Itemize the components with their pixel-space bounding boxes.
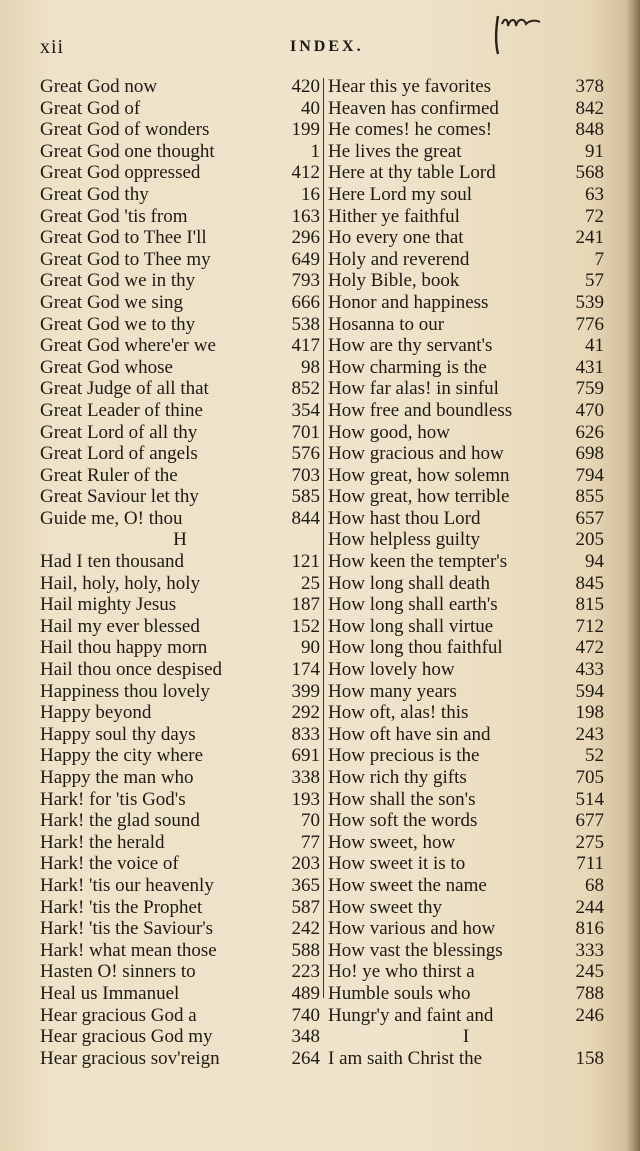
hymn-number: 588 xyxy=(291,939,320,961)
index-entry xyxy=(328,378,604,400)
index-entry xyxy=(328,1048,604,1070)
first-line-text: Happy the man who xyxy=(40,767,194,788)
first-line-text: Hail mighty Jesus xyxy=(40,594,177,616)
first-line-text: Hark! 'tis our heavenly xyxy=(40,874,214,896)
first-line-text: Great Lord of angels xyxy=(40,443,198,465)
hymn-number: 833 xyxy=(291,723,320,745)
hymn-number: 585 xyxy=(291,486,320,508)
hymn-number: 163 xyxy=(291,205,320,227)
index-entry xyxy=(328,940,604,962)
index-entry xyxy=(328,529,604,551)
index-entry xyxy=(328,314,604,336)
hymn-number: 776 xyxy=(575,313,604,335)
section-letter: H xyxy=(173,529,187,551)
hymn-number: 98 xyxy=(301,356,320,378)
first-line-text: Great God thy xyxy=(40,183,149,205)
index-entry xyxy=(40,918,320,940)
hymn-number: 845 xyxy=(575,572,604,594)
index-entry xyxy=(328,184,604,206)
index-entry xyxy=(40,637,320,659)
first-line-text: Great Judge of all that xyxy=(40,378,209,400)
index-entry xyxy=(328,249,604,271)
first-line-text: Hail thou happy morn xyxy=(40,637,208,659)
hymn-number: 348 xyxy=(291,1026,320,1048)
first-line-text: Honor and happiness xyxy=(328,291,489,313)
index-entry xyxy=(40,702,320,724)
index-entry xyxy=(328,983,604,1005)
hymn-number: 788 xyxy=(575,982,604,1004)
index-entry xyxy=(328,961,604,983)
first-line-text: How hast thou Lord xyxy=(328,507,481,529)
hymn-number: 691 xyxy=(291,745,320,767)
hymn-number: 242 xyxy=(291,918,320,940)
first-line-text: How sweet, how xyxy=(328,831,456,853)
hymn-number: 77 xyxy=(301,831,320,853)
hymn-number: 241 xyxy=(575,227,604,249)
hymn-number: 712 xyxy=(575,615,604,637)
index-entry xyxy=(328,724,604,746)
hymn-number: 25 xyxy=(301,572,320,594)
index-entry xyxy=(40,853,320,875)
hymn-number: 245 xyxy=(575,961,604,983)
first-line-text: How keen the tempter's xyxy=(328,551,508,573)
index-entry xyxy=(40,162,320,184)
first-line-text: Humble souls who xyxy=(328,982,471,1004)
index-column-right xyxy=(328,76,604,1069)
index-entry xyxy=(40,789,320,811)
column-divider xyxy=(323,78,324,998)
hymn-number: 711 xyxy=(576,853,604,875)
hymn-number: 793 xyxy=(291,270,320,292)
index-entry xyxy=(40,292,320,314)
hymn-number: 852 xyxy=(291,378,320,400)
index-entry xyxy=(328,551,604,573)
index-entry xyxy=(328,832,604,854)
hymn-number: 246 xyxy=(575,1004,604,1026)
hymn-number: 759 xyxy=(575,378,604,400)
hymn-number: 365 xyxy=(291,874,320,896)
hymn-number: 470 xyxy=(575,399,604,421)
first-line-text: Had I ten thousand xyxy=(40,551,185,573)
hymn-number: 7 xyxy=(594,248,604,270)
first-line-text: Great God to Thee I'll xyxy=(40,227,207,249)
index-entry xyxy=(328,270,604,292)
first-line-text: How far alas! in sinful xyxy=(328,378,499,400)
index-entry xyxy=(328,162,604,184)
hymn-number: 243 xyxy=(575,723,604,745)
first-line-text: Hail thou once despised xyxy=(40,659,223,681)
index-entry xyxy=(40,249,320,271)
hymn-number: 203 xyxy=(291,853,320,875)
index-entry xyxy=(40,508,320,530)
hymn-number: 296 xyxy=(291,227,320,249)
first-line-text: How rich thy gifts xyxy=(328,767,467,788)
index-entry xyxy=(328,335,604,357)
hymn-number: 649 xyxy=(291,248,320,270)
hymn-number: 489 xyxy=(291,982,320,1004)
index-entry xyxy=(40,270,320,292)
hymn-number: 842 xyxy=(575,97,604,119)
hymn-number: 72 xyxy=(585,205,604,227)
hymn-number: 193 xyxy=(291,788,320,810)
index-entry xyxy=(328,1005,604,1027)
first-line-text: Guide me, O! thou xyxy=(40,507,183,529)
hymn-number: 333 xyxy=(575,939,604,961)
index-entry xyxy=(328,206,604,228)
first-line-text: Hosanna to our xyxy=(328,313,445,335)
index-entry xyxy=(40,184,320,206)
first-line-text: How long thou faithful xyxy=(328,637,503,659)
index-entry xyxy=(328,767,604,789)
index-entry xyxy=(40,443,320,465)
index-entry xyxy=(40,1026,320,1048)
hymn-number: 626 xyxy=(575,421,604,443)
first-line-text: Great God whose xyxy=(40,356,173,378)
index-entry xyxy=(328,702,604,724)
hymn-number: 52 xyxy=(585,745,604,767)
index-entry xyxy=(328,745,604,767)
first-line-text: Hail, holy, holy, holy xyxy=(40,572,201,594)
first-line-text: Hear gracious sov'reign xyxy=(40,1047,220,1069)
first-line-text: Happy beyond xyxy=(40,702,152,724)
first-line-text: Great God where'er we xyxy=(40,335,216,357)
index-column-left xyxy=(40,76,320,1069)
first-line-text: How great, how solemn xyxy=(328,464,510,486)
hymn-number: 514 xyxy=(575,788,604,810)
hymn-number: 703 xyxy=(291,464,320,486)
index-entry xyxy=(40,98,320,120)
first-line-text: How sweet the name xyxy=(328,874,487,896)
first-line-text: Here at thy table Lord xyxy=(328,162,496,184)
hymn-number: 815 xyxy=(575,594,604,616)
hymn-number: 539 xyxy=(575,291,604,313)
hymn-number: 152 xyxy=(291,615,320,637)
first-line-text: Holy and reverend xyxy=(328,248,470,270)
index-entry xyxy=(328,637,604,659)
hymn-number: 698 xyxy=(575,443,604,465)
index-entry xyxy=(328,357,604,379)
hymn-number: 594 xyxy=(575,680,604,702)
index-entry xyxy=(40,400,320,422)
first-line-text: Heal us Immanuel xyxy=(40,982,180,1004)
index-entry xyxy=(328,573,604,595)
page-number: xii xyxy=(40,36,65,58)
first-line-text: Great God one thought xyxy=(40,140,215,162)
first-line-text: How long shall virtue xyxy=(328,615,494,637)
hymn-number: 41 xyxy=(585,335,604,357)
hymn-number: 90 xyxy=(301,637,320,659)
hymn-number: 292 xyxy=(291,702,320,724)
first-line-text: I am saith Christ the xyxy=(328,1047,483,1069)
hymn-number: 794 xyxy=(575,464,604,486)
hymn-number: 740 xyxy=(291,1004,320,1026)
index-entry xyxy=(40,961,320,983)
first-line-text: How various and how xyxy=(328,918,496,940)
index-entry xyxy=(40,616,320,638)
index-entry xyxy=(40,206,320,228)
first-line-text: How sweet thy xyxy=(328,896,442,918)
hymn-number: 433 xyxy=(575,659,604,681)
first-line-text: Great God 'tis from xyxy=(40,205,188,227)
handwritten-mark-icon xyxy=(492,14,552,74)
first-line-text: Here Lord my soul xyxy=(328,183,473,205)
first-line-text: Hungr'y and faint and xyxy=(328,1004,494,1026)
hymn-number: 848 xyxy=(575,119,604,141)
index-entry xyxy=(328,789,604,811)
section-letter: I xyxy=(462,1026,470,1048)
index-entry xyxy=(40,378,320,400)
first-line-text: Great Saviour let thy xyxy=(40,486,199,508)
index-entry xyxy=(40,681,320,703)
index-entry xyxy=(40,724,320,746)
first-line-text: Hark! the glad sound xyxy=(40,810,200,832)
hymn-number: 57 xyxy=(585,270,604,292)
hymn-number: 657 xyxy=(575,507,604,529)
first-line-text: Happy the city where xyxy=(40,745,204,767)
first-line-text: How oft have sin and xyxy=(328,723,491,745)
index-entry xyxy=(328,465,604,487)
index-entry xyxy=(328,897,604,919)
index-entry xyxy=(328,853,604,875)
index-entry xyxy=(40,335,320,357)
first-line-text: How sweet it is to xyxy=(328,853,466,875)
first-line-text: Great Leader of thine xyxy=(40,399,203,421)
hymn-number: 68 xyxy=(585,874,604,896)
hymn-number: 94 xyxy=(585,551,604,573)
index-entry xyxy=(40,573,320,595)
hymn-number: 1 xyxy=(310,140,320,162)
first-line-text: How charming is the xyxy=(328,356,487,378)
first-line-text: Great God we in thy xyxy=(40,270,196,292)
first-line-text: How good, how xyxy=(328,421,450,443)
page-edge-shadow xyxy=(626,0,640,1151)
hymn-number: 816 xyxy=(575,918,604,940)
index-entry xyxy=(328,681,604,703)
hymn-number: 538 xyxy=(291,313,320,335)
hymn-number: 399 xyxy=(291,680,320,702)
first-line-text: Ho every one that xyxy=(328,227,464,249)
first-line-text: Hail my ever blessed xyxy=(40,615,200,637)
first-line-text: Heaven has confirmed xyxy=(328,97,499,119)
hymn-number: 70 xyxy=(301,810,320,832)
first-line-text: Great Lord of all thy xyxy=(40,421,198,443)
hymn-number: 420 xyxy=(291,76,320,97)
first-line-text: Ho! ye who thirst a xyxy=(328,961,475,983)
hymn-number: 16 xyxy=(301,183,320,205)
index-entry xyxy=(40,897,320,919)
first-line-text: How soft the words xyxy=(328,810,478,832)
index-entry xyxy=(40,465,320,487)
index-entry xyxy=(40,1048,320,1070)
hymn-number: 63 xyxy=(585,183,604,205)
first-line-text: Hither ye faithful xyxy=(328,205,460,227)
hymn-number: 244 xyxy=(575,896,604,918)
first-line-text: Great Ruler of the xyxy=(40,464,178,486)
index-entry xyxy=(328,292,604,314)
first-line-text: Great God of xyxy=(40,97,141,119)
hymn-number: 701 xyxy=(291,421,320,443)
index-entry xyxy=(328,659,604,681)
first-line-text: How long shall earth's xyxy=(328,594,498,616)
hymn-number: 412 xyxy=(291,162,320,184)
index-entry xyxy=(40,875,320,897)
first-line-text: Happy soul thy days xyxy=(40,723,196,745)
index-entry xyxy=(328,119,604,141)
hymn-number: 417 xyxy=(291,335,320,357)
first-line-text: Hark! what mean those xyxy=(40,939,217,961)
index-entry xyxy=(328,810,604,832)
first-line-text: Hear this ye favorites xyxy=(328,76,492,97)
hymn-number: 223 xyxy=(291,961,320,983)
first-line-text: How great, how terrible xyxy=(328,486,510,508)
first-line-text: How lovely how xyxy=(328,659,455,681)
index-entry xyxy=(328,508,604,530)
index-entry xyxy=(328,227,604,249)
first-line-text: Great God now xyxy=(40,76,158,97)
hymn-number: 338 xyxy=(291,767,320,788)
index-entry xyxy=(328,400,604,422)
index-entry xyxy=(40,1005,320,1027)
index-entry xyxy=(40,119,320,141)
first-line-text: Hark! for 'tis God's xyxy=(40,788,186,810)
first-line-text: How many years xyxy=(328,680,457,702)
index-entry xyxy=(40,594,320,616)
index-entry xyxy=(328,98,604,120)
hymn-number: 174 xyxy=(291,659,320,681)
first-line-text: Great God to Thee my xyxy=(40,248,211,270)
hymn-number: 472 xyxy=(575,637,604,659)
hymn-number: 378 xyxy=(575,76,604,97)
first-line-text: Great God of wonders xyxy=(40,119,210,141)
hymn-number: 354 xyxy=(291,399,320,421)
hymn-number: 844 xyxy=(291,507,320,529)
hymn-number: 677 xyxy=(575,810,604,832)
hymn-number: 158 xyxy=(575,1047,604,1069)
index-entry xyxy=(40,767,320,789)
first-line-text: How are thy servant's xyxy=(328,335,493,357)
hymn-number: 198 xyxy=(575,702,604,724)
hymn-number: 705 xyxy=(575,767,604,788)
index-entry xyxy=(328,486,604,508)
index-entry xyxy=(328,616,604,638)
first-line-text: How shall the son's xyxy=(328,788,476,810)
hymn-number: 576 xyxy=(291,443,320,465)
index-entry xyxy=(328,918,604,940)
hymn-number: 40 xyxy=(301,97,320,119)
index-entry xyxy=(328,422,604,444)
index-entry xyxy=(40,76,320,98)
first-line-text: Hark! 'tis the Saviour's xyxy=(40,918,214,940)
index-entry xyxy=(40,983,320,1005)
hymn-number: 205 xyxy=(575,529,604,551)
index-entry xyxy=(40,422,320,444)
hymn-number: 568 xyxy=(575,162,604,184)
first-line-text: How oft, alas! this xyxy=(328,702,469,724)
first-line-text: How precious is the xyxy=(328,745,480,767)
hymn-number: 187 xyxy=(291,594,320,616)
first-line-text: Great God we sing xyxy=(40,291,183,313)
first-line-text: How free and boundless xyxy=(328,399,513,421)
first-line-text: Hark! the voice of xyxy=(40,853,179,875)
first-line-text: Hark! the herald xyxy=(40,831,165,853)
index-entry xyxy=(40,357,320,379)
index-entry xyxy=(328,875,604,897)
index-entry xyxy=(328,141,604,163)
hymn-number: 199 xyxy=(291,119,320,141)
index-entry xyxy=(328,594,604,616)
index-entry xyxy=(40,940,320,962)
first-line-text: Happiness thou lovely xyxy=(40,680,210,702)
first-line-text: Hear gracious God my xyxy=(40,1026,213,1048)
hymn-number: 91 xyxy=(585,140,604,162)
index-entry xyxy=(40,314,320,336)
first-line-text: How long shall death xyxy=(328,572,491,594)
first-line-text: Hasten O! sinners to xyxy=(40,961,196,983)
first-line-text: He lives the great xyxy=(328,140,462,162)
index-entry xyxy=(40,141,320,163)
index-entry xyxy=(40,745,320,767)
first-line-text: How helpless guilty xyxy=(328,529,480,551)
first-line-text: Great God oppressed xyxy=(40,162,201,184)
index-entry xyxy=(328,76,604,98)
index-entry xyxy=(328,443,604,465)
hymn-number: 264 xyxy=(291,1047,320,1069)
first-line-text: How gracious and how xyxy=(328,443,504,465)
index-entry xyxy=(40,551,320,573)
running-title: INDEX. xyxy=(290,38,364,55)
index-entry xyxy=(40,810,320,832)
index-entry xyxy=(40,227,320,249)
first-line-text: How vast the blessings xyxy=(328,939,503,961)
hymn-number: 121 xyxy=(291,551,320,573)
first-line-text: Great God we to thy xyxy=(40,313,196,335)
index-entry xyxy=(40,832,320,854)
first-line-text: Hear gracious God a xyxy=(40,1004,197,1026)
index-entry xyxy=(40,486,320,508)
hymn-number: 855 xyxy=(575,486,604,508)
first-line-text: He comes! he comes! xyxy=(328,119,493,141)
first-line-text: Holy Bible, book xyxy=(328,270,460,292)
index-entry xyxy=(40,659,320,681)
hymn-number: 587 xyxy=(291,896,320,918)
hymn-number: 275 xyxy=(575,831,604,853)
hymn-number: 666 xyxy=(291,291,320,313)
first-line-text: Hark! 'tis the Prophet xyxy=(40,896,203,918)
hymn-number: 431 xyxy=(575,356,604,378)
